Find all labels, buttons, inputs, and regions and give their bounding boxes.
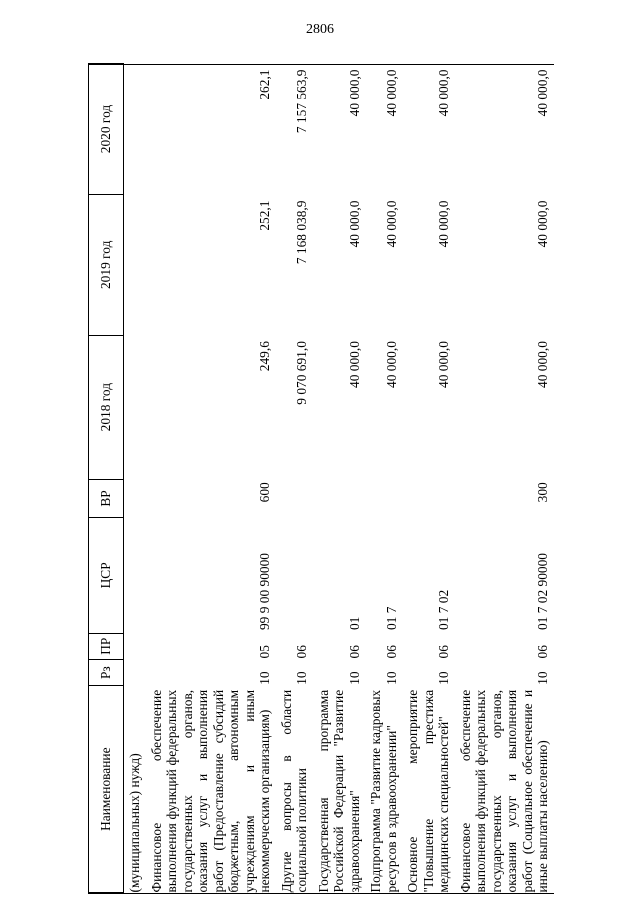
row-2019: 7 168 038,9 bbox=[294, 200, 309, 265]
row-name: (муниципальных) нужд) bbox=[127, 753, 142, 893]
row-2020: 7 157 563,9 bbox=[294, 69, 309, 134]
row-pr: 06 bbox=[346, 645, 362, 659]
header-vr: ВР bbox=[89, 479, 124, 517]
row-rz: 10 bbox=[346, 671, 362, 685]
row-vr: 600 bbox=[257, 482, 272, 503]
row-rz: 10 bbox=[294, 671, 309, 685]
page-number: 2806 bbox=[306, 22, 334, 37]
header-2018: 2018 год bbox=[89, 335, 124, 479]
row-name: Финансовое обеспечение выполнения функций федеральных государственных органов, оказания услуг и выполнения работ (Предоставление субсидий бюджетным, автономным учреждениям и иным некоммерческим организациям) bbox=[148, 689, 272, 893]
row-vr: 300 bbox=[535, 482, 550, 503]
row-2018: 40 000,0 bbox=[535, 341, 550, 388]
row-rz: 10 bbox=[535, 671, 550, 685]
row-2018: 249,6 bbox=[257, 341, 272, 372]
table-header-row bbox=[89, 64, 124, 893]
row-vr bbox=[313, 479, 366, 517]
row-2020: 262,1 bbox=[257, 69, 272, 100]
row-2018: 40 000,0 bbox=[346, 341, 362, 388]
row-csr: 01 7 bbox=[383, 606, 399, 631]
header-2019: 2019 год bbox=[89, 195, 124, 336]
row-2020: 40 000,0 bbox=[535, 69, 550, 117]
row-pr: 06 bbox=[535, 645, 550, 659]
table-row bbox=[455, 64, 554, 893]
budget-table bbox=[88, 63, 554, 893]
row-rz: 10 bbox=[257, 671, 272, 685]
header-pr: ПР bbox=[89, 633, 124, 659]
row-name: Подпрограмма "Развитие кадровых ресурсов в здравоохранении" bbox=[368, 689, 399, 893]
table-row bbox=[124, 64, 146, 893]
row-name: Государственная программа Российской Федерации "Развитие здравоохранения" bbox=[315, 689, 362, 893]
row-csr bbox=[124, 518, 146, 633]
row-pr: 06 bbox=[294, 645, 309, 659]
table-row bbox=[365, 64, 402, 893]
row-pr bbox=[124, 633, 146, 659]
row-csr bbox=[276, 518, 313, 633]
row-2019: 252,1 bbox=[257, 200, 272, 231]
table-row bbox=[146, 64, 276, 893]
row-vr bbox=[124, 479, 146, 517]
row-2020: 40 000,0 bbox=[383, 69, 399, 117]
row-vr bbox=[276, 479, 313, 517]
row-2018: 40 000,0 bbox=[383, 341, 399, 388]
row-name: Финансовое обеспечение выполнения функций федеральных государственных органов, оказания услуг и выполнения работ (Социальное обеспечение и иные выплаты населению) bbox=[457, 689, 550, 893]
row-pr: 06 bbox=[436, 645, 451, 659]
row-2018 bbox=[124, 335, 146, 479]
row-2018: 9 070 691,0 bbox=[294, 341, 309, 405]
row-rz bbox=[124, 659, 146, 685]
header-2020: 2020 год bbox=[89, 64, 124, 195]
row-pr: 05 bbox=[257, 645, 272, 659]
row-csr: 01 bbox=[346, 616, 362, 631]
row-rz: 10 bbox=[383, 671, 399, 685]
row-2019: 40 000,0 bbox=[535, 200, 550, 248]
table-row bbox=[276, 64, 313, 893]
table-row bbox=[313, 64, 366, 893]
rotated-table-container bbox=[88, 64, 614, 894]
table-frame bbox=[88, 64, 554, 894]
row-vr bbox=[365, 479, 402, 517]
row-vr bbox=[402, 479, 455, 517]
row-2019: 40 000,0 bbox=[383, 200, 399, 248]
row-name: Основное мероприятие "Повышение престижа медицинских специальностей" bbox=[405, 689, 451, 893]
row-2020: 40 000,0 bbox=[436, 69, 451, 117]
row-pr: 06 bbox=[383, 645, 399, 659]
row-2020: 40 000,0 bbox=[346, 69, 362, 117]
header-csr: ЦСР bbox=[89, 518, 124, 633]
header-rz: Рз bbox=[89, 659, 124, 685]
row-2020 bbox=[124, 64, 146, 195]
row-csr: 01 7 02 90000 bbox=[535, 553, 550, 631]
row-2018: 40 000,0 bbox=[436, 341, 451, 388]
row-rz: 10 bbox=[436, 671, 451, 685]
row-csr: 01 7 02 bbox=[436, 589, 451, 631]
row-name: Другие вопросы в области социальной политики bbox=[278, 689, 309, 893]
table-row bbox=[402, 64, 455, 893]
row-csr: 99 9 00 90000 bbox=[257, 553, 272, 631]
header-name: Наименование bbox=[89, 686, 124, 893]
row-2019 bbox=[124, 195, 146, 336]
row-2019: 40 000,0 bbox=[436, 200, 451, 248]
row-2019: 40 000,0 bbox=[346, 200, 362, 248]
